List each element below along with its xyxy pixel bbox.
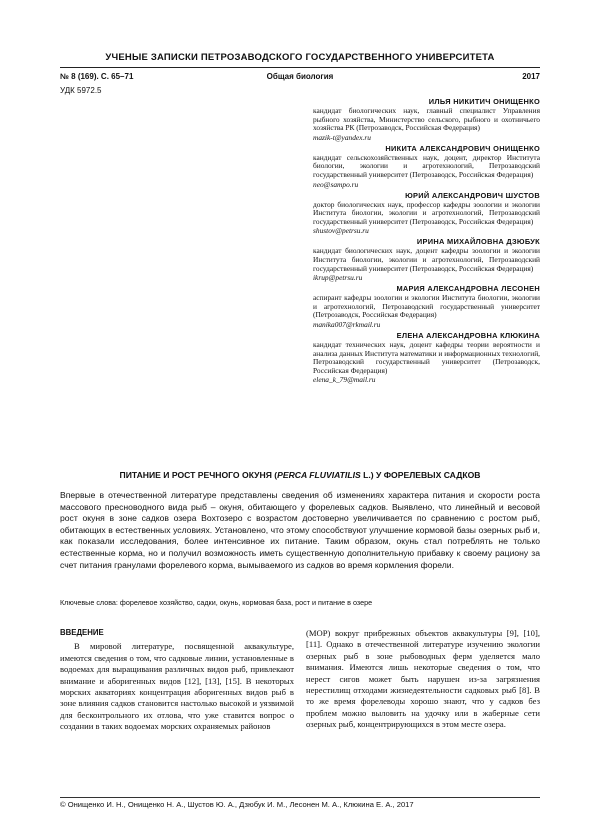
author-block: [313, 191, 540, 236]
author-affiliation: кандидат сельскохозяйственных наук, доцент, директор Института биологии, экологии и агротехнологий, Петрозаводский государственный университет (Петрозаводск, Российская Федерация): [313, 152, 540, 179]
issue-number: № 8 (169). С. 65–71: [60, 72, 134, 81]
author-affiliation: кандидат биологических наук, доцент кафедры зоологии и экологии Института биологии, экологии и агротехнологий, Петрозаводский государственный университет (Петрозаводск, Российская Федерация): [313, 246, 540, 273]
keywords: Ключевые слова: форелевое хозяйство, садки, окунь, кормовая база, рост и питание в озере: [60, 598, 373, 607]
body-paragraph-text: (МОР) вокруг прибрежных объектов аквакультуры [9], [10], [11]. Однако в отечественной литературе изучению экологии озерных рыб в зоне рыбоводных ферм уделяется мало внимания. Имеются лишь некоторые сведения о том, что нерест сигов может быть нарушен из-за загрязнения нерестилищ отходами жизнедеятельности садковых рыб [8].: [306, 628, 540, 696]
author-name: НИКИТА АЛЕКСАНДРОВИЧ ОНИЩЕНКО: [385, 143, 540, 153]
author-block: [313, 284, 540, 329]
issue-year: 2017: [522, 72, 540, 81]
author-affiliation: аспирант кафедры зоологии и экологии Института биологии, экологии и агротехнологий, Петрозаводский государственный университет (Петрозаводск, Российская Федерация): [313, 293, 540, 320]
author-email[interactable]: elena_k_79@mail.ru: [313, 375, 376, 385]
author-name: ИРИНА МИХАЙЛОВНА ДЗЮБУК: [416, 237, 540, 247]
section-name: Общая биология: [266, 72, 334, 81]
udk-code: УДК 5972.5: [60, 86, 102, 95]
abstract: [60, 490, 540, 571]
journal-title: УЧЕНЫЕ ЗАПИСКИ ПЕТРОЗАВОДСКОГО ГОСУДАРСТВЕННОГО УНИВЕРСИТЕТА: [105, 52, 495, 63]
author-list: [313, 97, 540, 386]
author-block: [313, 144, 540, 189]
abstract-text: Впервые в отечественной литературе представлены сведения об изменениях характера питания и скорости роста массового пресноводного вида рыб – окуня, обитающего у форелевых садков. Выявлено, что линейный и весовой рост окуня в зоне садков озера Вохтозеро с возрастом достоверно увеличивается по сравнению с ростом рыб, обитающих в естественных условиях. Установлено, что этому способствуют улучшение кормовой базы озерных рыб и, как показали исследования, более интенсивное их питание. Таким образом, окунь стал потреблять не только естественные корма, но и получил возможность иметь существенную дополнительную прибавку к своему рациону за счет питания гранулами форелевого корма, вымываемого из садков во время кормления форели.: [60, 490, 540, 570]
author-affiliation: доктор биологических наук, профессор кафедры зоологии и экологии Института биологии, экологии и агротехнологий, Петрозаводский государственный университет (Петрозаводск, Российская Федерация): [313, 199, 540, 226]
section-heading: ВВЕДЕНИЕ: [60, 628, 104, 637]
right-column: [306, 628, 540, 731]
title-text-end: L.) У ФОРЕЛЕВЫХ САДКОВ: [360, 470, 481, 480]
author-block: [313, 97, 540, 142]
author-name: ИЛЬЯ НИКИТИЧ ОНИЩЕНКО: [428, 97, 540, 106]
author-email[interactable]: mazik-t@yandex.ru: [313, 132, 371, 142]
author-email[interactable]: ikrup@petrsu.ru: [313, 273, 363, 283]
body-paragraph: В мировой литературе, посвященной аквакультуре, имеются сведения о том, что садковые линии, установленные в водоемах для выращивания различных видов рыб, привлекают внимание и аборигенных видов [12], [13], [15]. В некоторых морских акваториях концентрация аборигенных видов рыб в зоне влияния садков становится настолько высокой и уязвимой для бесконтрольного их отлова, что уже ставится вопрос о создании в таких водоемах морских охраняемых районов: [60, 641, 294, 732]
body-paragraph: [306, 628, 540, 731]
author-email[interactable]: shustov@petrsu.ru: [313, 226, 369, 236]
article-title: [60, 470, 540, 480]
author-block: [313, 331, 540, 384]
author-email[interactable]: manika007@rkmail.ru: [313, 319, 381, 329]
author-affiliation: кандидат технических наук, доцент кафедры теории вероятности и анализа данных Института математики и информационных технологий, Петрозаводский государственный университет (Петрозаводск, Российская Федерация): [313, 339, 540, 375]
author-name: ЕЛЕНА АЛЕКСАНДРОВНА КЛЮКИНА: [396, 330, 540, 340]
issue-row: [60, 72, 540, 84]
footer-rule: [60, 797, 540, 798]
header-rule: [60, 67, 540, 68]
author-name: ЮРИЙ АЛЕКСАНДРОВИЧ ШУСТОВ: [405, 190, 540, 200]
copyright: © Онищенко И. Н., Онищенко Н. А., Шустов Ю. А., Дзюбук И. М., Лесонен М. А., Клюкина Е. А., 2017: [60, 800, 414, 809]
left-column: [60, 627, 294, 733]
author-email[interactable]: neo@sampo.ru: [313, 179, 359, 189]
body-paragraph-text: В то же время форелеводы хорошо знают, что у садков без проблем можно выловить на удочку или в жаберные сети озерных рыб, концентрирующихся в этом месте озера.: [306, 685, 540, 730]
author-affiliation: кандидат биологических наук, главный специалист Управления рыбного хозяйства, Министерство сельского, рыбного и охотничьего хозяйства РК (Петрозаводск, Российская Федерация): [313, 106, 540, 133]
author-block: [313, 237, 540, 282]
title-species: PERCA FLUVIATILIS: [277, 470, 361, 480]
author-name: МАРИЯ АЛЕКСАНДРОВНА ЛЕСОНЕН: [396, 284, 540, 294]
title-text: ПИТАНИЕ И РОСТ РЕЧНОГО ОКУНЯ (: [119, 470, 278, 480]
